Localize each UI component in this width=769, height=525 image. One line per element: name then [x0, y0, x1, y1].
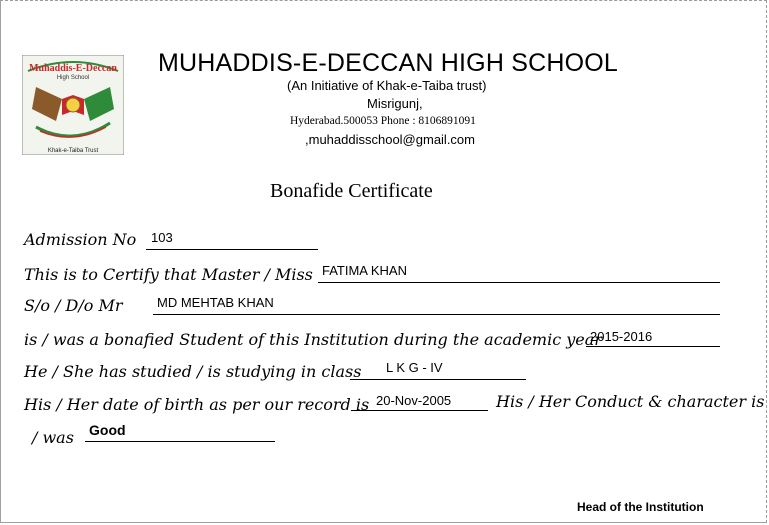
school-address-phone: Hyderabad.500053 Phone : 8106891091: [290, 115, 476, 127]
certify-label: This is to Certify that Master / Miss: [24, 265, 313, 284]
school-logo: [22, 55, 124, 155]
parent-label: S/o / D/o Mr: [24, 296, 123, 315]
school-email: ,muhaddisschool@gmail.com: [305, 132, 475, 147]
school-name: MUHADDIS-E-DECCAN HIGH SCHOOL: [158, 49, 618, 77]
conduct-underline: [85, 441, 275, 442]
parent-name-underline: [153, 314, 720, 315]
conduct-was-label: / was: [32, 428, 74, 447]
study-label: is / was a bonafied Student of this Institution during the academic year: [24, 330, 602, 349]
admission-no-underline: [146, 249, 318, 250]
student-name-underline: [318, 282, 720, 283]
logo-sub-text: High School: [56, 75, 90, 81]
certificate-title: Bonafide Certificate: [270, 180, 433, 202]
conduct-label: His / Her Conduct & character is: [496, 392, 765, 411]
school-locality: Misrigunj,: [367, 96, 423, 111]
admission-no-label: Admission No: [24, 230, 137, 249]
academic-year-underline: [586, 346, 720, 347]
class-value: L K G - IV: [386, 360, 443, 375]
class-underline: [350, 379, 526, 380]
academic-year-value: 2015-2016: [590, 329, 653, 344]
dob-label: His / Her date of birth as per our record is: [24, 395, 370, 414]
class-label: He / She has studied / is studying in class: [24, 362, 362, 381]
parent-name-value: MD MEHTAB KHAN: [157, 295, 274, 310]
dob-value: 20-Nov-2005: [376, 393, 452, 408]
head-of-institution: Head of the Institution: [577, 500, 704, 514]
dob-underline: [351, 410, 488, 411]
logo-top-text: Muhaddis-E-Deccan: [29, 63, 117, 74]
admission-no-value: 103: [151, 230, 173, 245]
student-name-value: FATIMA KHAN: [322, 263, 407, 278]
logo-bottom-text: Khak-e-Taiba Trust: [47, 148, 99, 154]
school-initiative: (An Initiative of Khak-e-Taiba trust): [287, 78, 487, 93]
conduct-value: Good: [89, 422, 126, 438]
